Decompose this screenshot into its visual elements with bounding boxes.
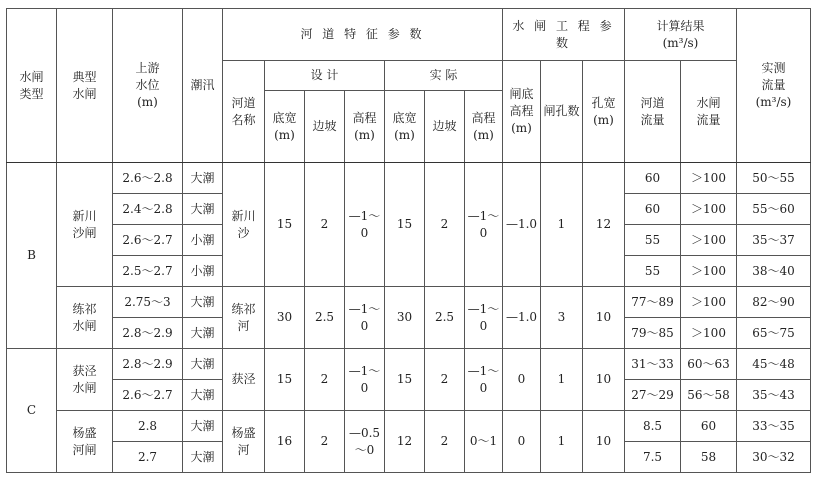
river-name-cell: 新川沙: [223, 163, 265, 287]
sluice-bottom-elev-cell: —1.0: [503, 163, 541, 287]
sluice-name-cell: 新川沙闸: [57, 163, 113, 287]
sluice-flow-cell: ＞100: [681, 163, 737, 194]
hole-count-cell: 3: [541, 287, 583, 349]
hole-width-cell: 10: [583, 287, 625, 349]
tide-cell: 大潮: [183, 163, 223, 194]
design-slope-cell: 2.5: [305, 287, 345, 349]
tide-cell: 大潮: [183, 194, 223, 225]
hole-width-cell: 12: [583, 163, 625, 287]
sluice-flow-cell: ＞100: [681, 256, 737, 287]
header-calc-results: 计算结果 (m³/s): [625, 9, 737, 61]
header-design-elev: 高程 (m): [345, 91, 385, 163]
upstream-level-cell: 2.75～3: [113, 287, 183, 318]
sluice-name-cell: 练祁水闸: [57, 287, 113, 349]
sluice-type-cell: B: [7, 163, 57, 349]
actual-slope-cell: 2: [425, 349, 465, 411]
sluice-flow-cell: ＞100: [681, 194, 737, 225]
actual-elev-cell: —1～0: [465, 349, 503, 411]
table-row: [7, 163, 811, 194]
river-flow-cell: 31～33: [625, 349, 681, 380]
tide-cell: 大潮: [183, 287, 223, 318]
upstream-level-cell: 2.7: [113, 442, 183, 473]
river-flow-cell: 55: [625, 256, 681, 287]
header-sluice-type: 水闸类型: [7, 9, 57, 163]
sluice-flow-cell: 60～63: [681, 349, 737, 380]
tide-cell: 小潮: [183, 256, 223, 287]
actual-width-cell: 12: [385, 411, 425, 473]
tide-cell: 大潮: [183, 318, 223, 349]
actual-width-cell: 30: [385, 287, 425, 349]
header-hole-width: 孔宽 (m): [583, 61, 625, 163]
header-design-slope: 边坡: [305, 91, 345, 163]
river-flow-cell: 55: [625, 225, 681, 256]
upstream-level-cell: 2.5～2.7: [113, 256, 183, 287]
measured-flow-cell: 38～40: [737, 256, 811, 287]
river-flow-cell: 60: [625, 194, 681, 225]
header-actual: 实 际: [385, 61, 503, 91]
table-row: [7, 349, 811, 380]
table-row: [7, 411, 811, 442]
river-flow-cell: 7.5: [625, 442, 681, 473]
design-slope-cell: 2: [305, 163, 345, 287]
tide-cell: 大潮: [183, 380, 223, 411]
upstream-level-cell: 2.6～2.7: [113, 380, 183, 411]
header-sluice-bottom-elev: 闸底高程 (m): [503, 61, 541, 163]
header-hole-count: 闸孔数: [541, 61, 583, 163]
header-actual-elev: 高程 (m): [465, 91, 503, 163]
river-name-cell: 获泾: [223, 349, 265, 411]
design-elev-cell: —0.5～0: [345, 411, 385, 473]
hole-count-cell: 1: [541, 349, 583, 411]
design-elev-cell: —1～0: [345, 349, 385, 411]
hole-width-cell: 10: [583, 411, 625, 473]
hole-count-cell: 1: [541, 411, 583, 473]
header-design-width: 底宽 (m): [265, 91, 305, 163]
river-name-cell: 练祁河: [223, 287, 265, 349]
sluice-bottom-elev-cell: —1.0: [503, 287, 541, 349]
table-row: [7, 287, 811, 318]
upstream-level-cell: 2.6～2.8: [113, 163, 183, 194]
actual-width-cell: 15: [385, 349, 425, 411]
actual-slope-cell: 2: [425, 163, 465, 287]
header-measured-flow: 实测流量 (m³/s): [737, 9, 811, 163]
design-width-cell: 16: [265, 411, 305, 473]
sluice-flow-cell: 58: [681, 442, 737, 473]
design-width-cell: 15: [265, 163, 305, 287]
header-upstream-level: 上游水位 (m): [113, 9, 183, 163]
river-flow-cell: 79～85: [625, 318, 681, 349]
header-river-params: 河 道 特 征 参 数: [223, 9, 503, 61]
header-river-flow: 河道流量: [625, 61, 681, 163]
measured-flow-cell: 35～37: [737, 225, 811, 256]
sluice-flow-cell: 56～58: [681, 380, 737, 411]
header-sluice-params: 水 闸 工 程 参 数: [503, 9, 625, 61]
sluice-name-cell: 获泾水闸: [57, 349, 113, 411]
river-flow-cell: 77～89: [625, 287, 681, 318]
sluice-type-cell: C: [7, 349, 57, 473]
actual-elev-cell: —1～0: [465, 287, 503, 349]
measured-flow-cell: 33～35: [737, 411, 811, 442]
actual-slope-cell: 2.5: [425, 287, 465, 349]
design-slope-cell: 2: [305, 349, 345, 411]
measured-flow-cell: 82～90: [737, 287, 811, 318]
river-flow-cell: 60: [625, 163, 681, 194]
tide-cell: 大潮: [183, 411, 223, 442]
actual-width-cell: 15: [385, 163, 425, 287]
upstream-level-cell: 2.4～2.8: [113, 194, 183, 225]
header-typical-sluice: 典型水闸: [57, 9, 113, 163]
design-elev-cell: —1～0: [345, 163, 385, 287]
design-elev-cell: —1～0: [345, 287, 385, 349]
sluice-flow-cell: ＞100: [681, 225, 737, 256]
measured-flow-cell: 35～43: [737, 380, 811, 411]
river-name-cell: 杨盛河: [223, 411, 265, 473]
sluice-bottom-elev-cell: 0: [503, 349, 541, 411]
header-river-name: 河道名称: [223, 61, 265, 163]
header-design: 设 计: [265, 61, 385, 91]
actual-slope-cell: 2: [425, 411, 465, 473]
sluice-name-cell: 杨盛河闸: [57, 411, 113, 473]
header-actual-width: 底宽 (m): [385, 91, 425, 163]
measured-flow-cell: 55～60: [737, 194, 811, 225]
tide-cell: 大潮: [183, 349, 223, 380]
upstream-level-cell: 2.8～2.9: [113, 318, 183, 349]
sluice-data-table: [6, 8, 811, 473]
measured-flow-cell: 50～55: [737, 163, 811, 194]
actual-elev-cell: —1～0: [465, 163, 503, 287]
river-flow-cell: 8.5: [625, 411, 681, 442]
actual-elev-cell: 0～1: [465, 411, 503, 473]
sluice-flow-cell: ＞100: [681, 318, 737, 349]
table-container: [6, 8, 811, 473]
sluice-flow-cell: ＞100: [681, 287, 737, 318]
measured-flow-cell: 65～75: [737, 318, 811, 349]
upstream-level-cell: 2.8～2.9: [113, 349, 183, 380]
header-sluice-flow: 水闸流量: [681, 61, 737, 163]
upstream-level-cell: 2.6～2.7: [113, 225, 183, 256]
hole-width-cell: 10: [583, 349, 625, 411]
tide-cell: 小潮: [183, 225, 223, 256]
measured-flow-cell: 45～48: [737, 349, 811, 380]
hole-count-cell: 1: [541, 163, 583, 287]
sluice-bottom-elev-cell: 0: [503, 411, 541, 473]
measured-flow-cell: 30～32: [737, 442, 811, 473]
header-tide: 潮汛: [183, 9, 223, 163]
upstream-level-cell: 2.8: [113, 411, 183, 442]
design-width-cell: 15: [265, 349, 305, 411]
header-actual-slope: 边坡: [425, 91, 465, 163]
tide-cell: 大潮: [183, 442, 223, 473]
river-flow-cell: 27～29: [625, 380, 681, 411]
sluice-flow-cell: 60: [681, 411, 737, 442]
design-slope-cell: 2: [305, 411, 345, 473]
design-width-cell: 30: [265, 287, 305, 349]
